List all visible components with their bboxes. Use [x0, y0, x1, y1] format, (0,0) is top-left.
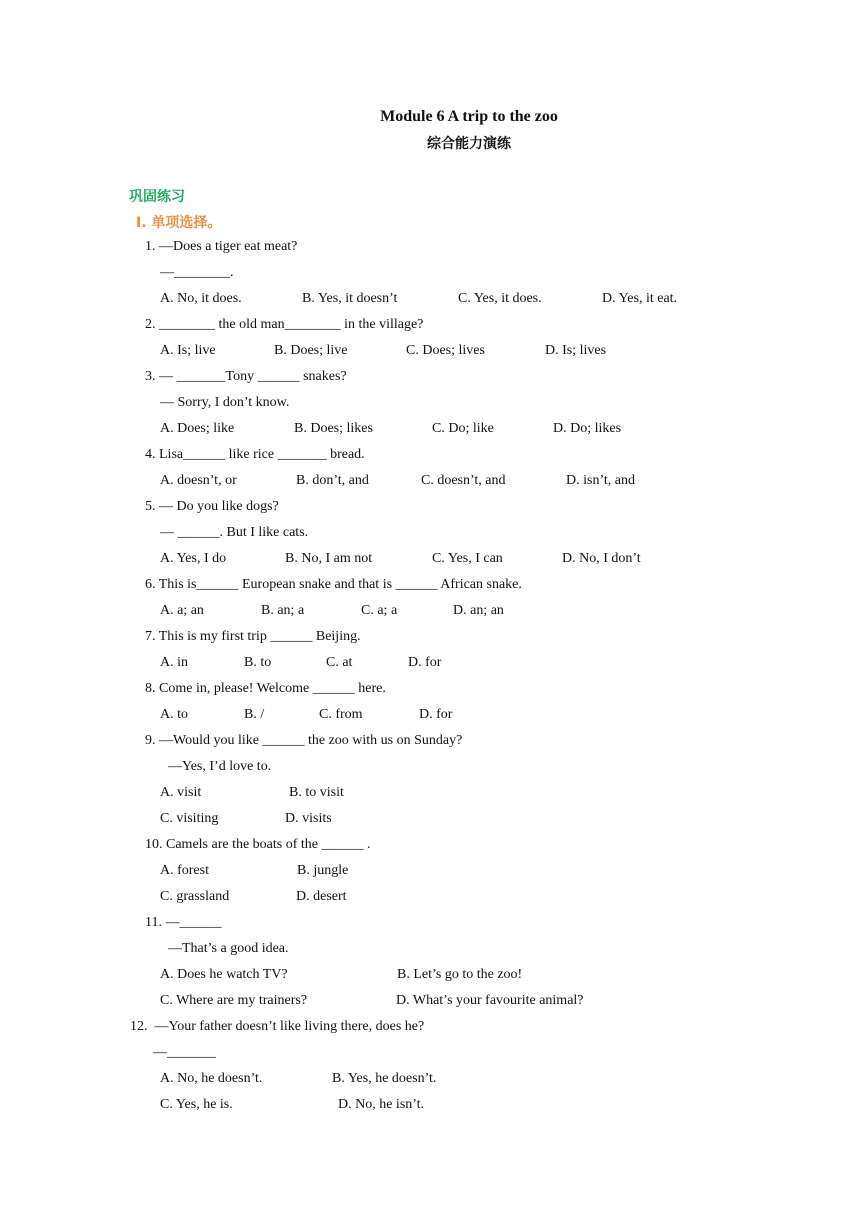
question-8-option-a: A. to [160, 707, 188, 722]
question-7-option-c: C. at [326, 655, 353, 670]
question-9-option-c: C. visiting [160, 811, 219, 826]
question-6-option-a: A. a; an [160, 603, 204, 618]
question-11-option-b: B. Let’s go to the zoo! [397, 967, 523, 982]
question-7-stem: 7. This is my first trip ______ Beijing. [145, 629, 361, 644]
question-4-stem: 4. Lisa______ like rice _______ bread. [145, 447, 365, 462]
question-3-option-b: B. Does; likes [294, 421, 373, 436]
question-9-stem: 9. —Would you like ______ the zoo with us on Sunday? [145, 733, 463, 748]
question-1-option-a: A. No, it does. [160, 291, 242, 306]
page-subtitle: 综合能力演练 [427, 136, 511, 152]
section-heading: 巩固练习 [129, 189, 185, 205]
question-1-option-c: C. Yes, it does. [458, 291, 542, 306]
question-3-option-c: C. Do; like [432, 421, 494, 436]
question-4-option-a: A. doesn’t, or [160, 473, 237, 488]
question-2-option-a: A. Is; live [160, 343, 216, 358]
question-9-option-a: A. visit [160, 785, 202, 800]
question-5-option-b: B. No, I am not [285, 551, 373, 566]
page-title: Module 6 A trip to the zoo [380, 108, 558, 125]
question-11-option-d: D. What’s your favourite animal? [396, 993, 584, 1008]
question-4-option-c: C. doesn’t, and [421, 473, 506, 488]
question-1-stem: 1. —Does a tiger eat meat? [145, 239, 298, 254]
part-heading: Ⅰ. 单项选择。 [136, 215, 222, 231]
question-1-answer: —________. [160, 265, 234, 280]
question-4-option-b: B. don’t, and [296, 473, 369, 488]
question-8-option-c: C. from [319, 707, 363, 722]
question-5-stem: 5. — Do you like dogs? [145, 499, 279, 514]
question-10-option-a: A. forest [160, 863, 209, 878]
question-12-option-d: D. No, he isn’t. [338, 1097, 425, 1112]
question-7-option-a: A. in [160, 655, 188, 670]
question-8-stem: 8. Come in, please! Welcome ______ here. [145, 681, 386, 696]
question-2-option-c: C. Does; lives [406, 343, 485, 358]
question-5-option-a: A. Yes, I do [160, 551, 227, 566]
question-5-option-c: C. Yes, I can [432, 551, 503, 566]
question-8-option-d: D. for [419, 707, 453, 722]
question-9-option-d: D. visits [285, 811, 332, 826]
question-3-answer: — Sorry, I don’t know. [160, 395, 290, 410]
question-12-option-a: A. No, he doesn’t. [160, 1071, 263, 1086]
question-6-option-c: C. a; a [361, 603, 398, 618]
question-3-option-a: A. Does; like [160, 421, 235, 436]
question-4-option-d: D. isn’t, and [566, 473, 635, 488]
question-9-answer: —Yes, I’d love to. [168, 759, 272, 774]
question-1-option-d: D. Yes, it eat. [602, 291, 678, 306]
question-12-answer: —_______ [153, 1045, 216, 1060]
question-12-option-b: B. Yes, he doesn’t. [332, 1071, 437, 1086]
question-6-option-d: D. an; an [453, 603, 504, 618]
question-12-stem: 12. —Your father doesn’t like living there, does he? [130, 1019, 425, 1034]
question-7-option-d: D. for [408, 655, 442, 670]
question-3-option-d: D. Do; likes [553, 421, 622, 436]
question-5-option-d: D. No, I don’t [562, 551, 641, 566]
question-11-option-a: A. Does he watch TV? [160, 967, 288, 982]
question-12-option-c: C. Yes, he is. [160, 1097, 233, 1112]
question-11-answer: —That’s a good idea. [168, 941, 289, 956]
question-10-option-d: D. desert [296, 889, 347, 904]
question-2-stem: 2. ________ the old man________ in the village? [145, 317, 424, 332]
question-10-option-c: C. grassland [160, 889, 230, 904]
question-11-stem: 11. —______ [145, 915, 222, 930]
question-6-stem: 6. This is______ European snake and that is ______ African snake. [145, 577, 522, 592]
question-5-answer: — ______. But I like cats. [160, 525, 309, 540]
question-2-option-d: D. Is; lives [545, 343, 607, 358]
question-1-option-b: B. Yes, it doesn’t [302, 291, 398, 306]
question-10-stem: 10. Camels are the boats of the ______ . [145, 837, 371, 852]
question-7-option-b: B. to [244, 655, 272, 670]
question-6-option-b: B. an; a [261, 603, 305, 618]
question-9-option-b: B. to visit [289, 785, 344, 800]
question-10-option-b: B. jungle [297, 863, 349, 878]
question-3-stem: 3. — _______Tony ______ snakes? [145, 369, 347, 384]
question-11-option-c: C. Where are my trainers? [160, 993, 308, 1008]
question-8-option-b: B. / [244, 707, 265, 722]
question-2-option-b: B. Does; live [274, 343, 348, 358]
